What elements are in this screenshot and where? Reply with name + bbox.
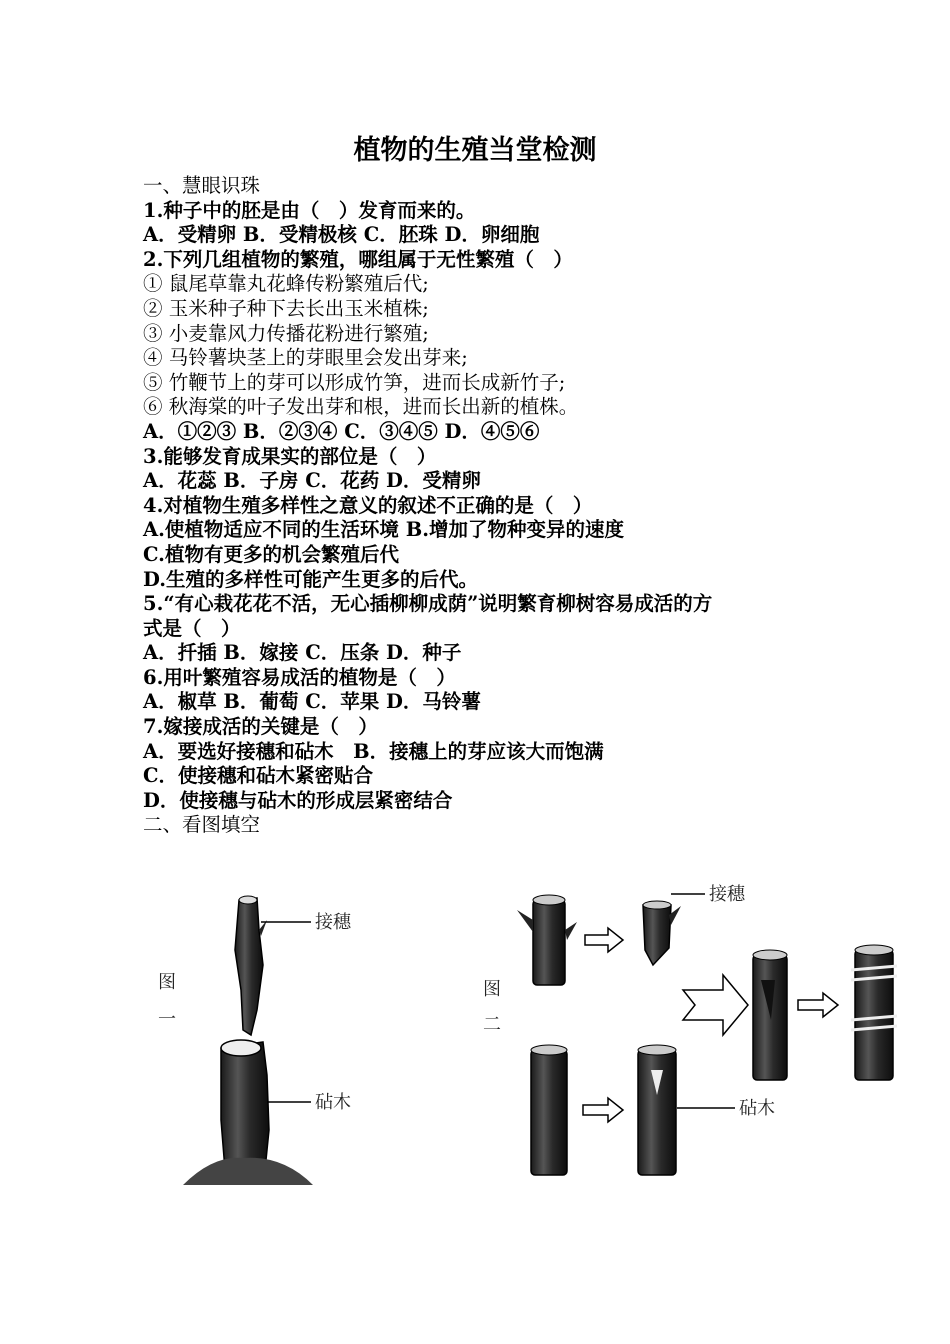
text-line: ⑥ 秋海棠的叶子发出芽和根，进而长出新的植株。	[143, 395, 579, 419]
text-line: 4.对植物生殖多样性之意义的叙述不正确的是（ ）	[143, 493, 593, 517]
text-line: A．椒草 B．葡萄 C．苹果 D．马铃薯	[143, 690, 481, 714]
text-line: A．花蕊 B．子房 C．花药 D．受精卵	[143, 469, 481, 493]
text-line: ③ 小麦靠风力传播花粉进行繁殖;	[143, 321, 429, 345]
text-line: 2.下列几组植物的繁殖，哪组属于无性繁殖（ ）	[143, 247, 573, 271]
grafting-illustration	[143, 870, 918, 1185]
text-line: ④ 马铃薯块茎上的芽眼里会发出芽来;	[143, 346, 468, 370]
text-line: 一、慧眼识珠	[143, 174, 261, 197]
text-line: A．扦插 B．嫁接 C．压条 D．种子	[143, 641, 462, 665]
fig2-scion-label: 接穗	[709, 884, 745, 905]
text-line: A．要选好接穗和砧木 B．接穗上的芽应该大而饱满	[143, 739, 604, 763]
text-line: A.使植物适应不同的生活环境 B.增加了物种变异的速度	[143, 518, 624, 542]
fig2-label-char1: 图	[483, 979, 501, 1000]
text-line: 3.能够发育成果实的部位是（ ）	[143, 444, 437, 468]
page-title: 植物的生殖当堂检测	[353, 135, 597, 166]
fig1-soil	[183, 1158, 313, 1185]
text-line: 1.种子中的胚是由（ ）发育而来的。	[143, 198, 476, 222]
text-line: A．受精卵 B．受精极核 C．胚珠 D．卵细胞	[143, 223, 540, 247]
text-line: ⑤ 竹鞭节上的芽可以形成竹笋，进而长成新竹子;	[143, 370, 566, 394]
text-line: A．①②③ B．②③④ C．③④⑤ D．④⑤⑥	[143, 419, 540, 443]
text-line: C.植物有更多的机会繁殖后代	[143, 542, 399, 566]
fig1-scion-shape	[235, 898, 263, 1035]
text-line: 式是（ ）	[143, 616, 241, 640]
text-line: D．使接穗与砧木的形成层紧密结合	[143, 788, 453, 812]
fig1-label-char1: 图	[158, 972, 176, 993]
text-line: D.生殖的多样性可能产生更多的后代。	[143, 567, 479, 591]
fig2-stock-label: 砧木	[739, 1098, 775, 1119]
grafting-figure	[143, 870, 918, 1185]
fig2-label-char2: 二	[483, 1014, 501, 1035]
text-line: ① 鼠尾草靠丸花蜂传粉繁殖后代;	[143, 272, 429, 296]
text-line: C．使接穗和砧木紧密贴合	[143, 764, 374, 788]
text-line: ② 玉米种子种下去长出玉米植株;	[143, 296, 429, 320]
text-line: 7.嫁接成活的关键是（ ）	[143, 715, 378, 739]
fig1-stock-label: 砧木	[315, 1092, 351, 1113]
fig1-scion-label: 接穗	[315, 912, 351, 933]
text-line: 6.用叶繁殖容易成活的植物是（ ）	[143, 665, 456, 689]
text-line: 5.“有心栽花花不活，无心插柳柳成荫”说明繁育柳树容易成活的方	[143, 592, 713, 616]
fig1-label-char2: 一	[158, 1009, 176, 1030]
text-line: 二、看图填空	[143, 813, 261, 837]
fig1-stock-shape	[221, 1042, 269, 1170]
question-text	[143, 174, 843, 838]
